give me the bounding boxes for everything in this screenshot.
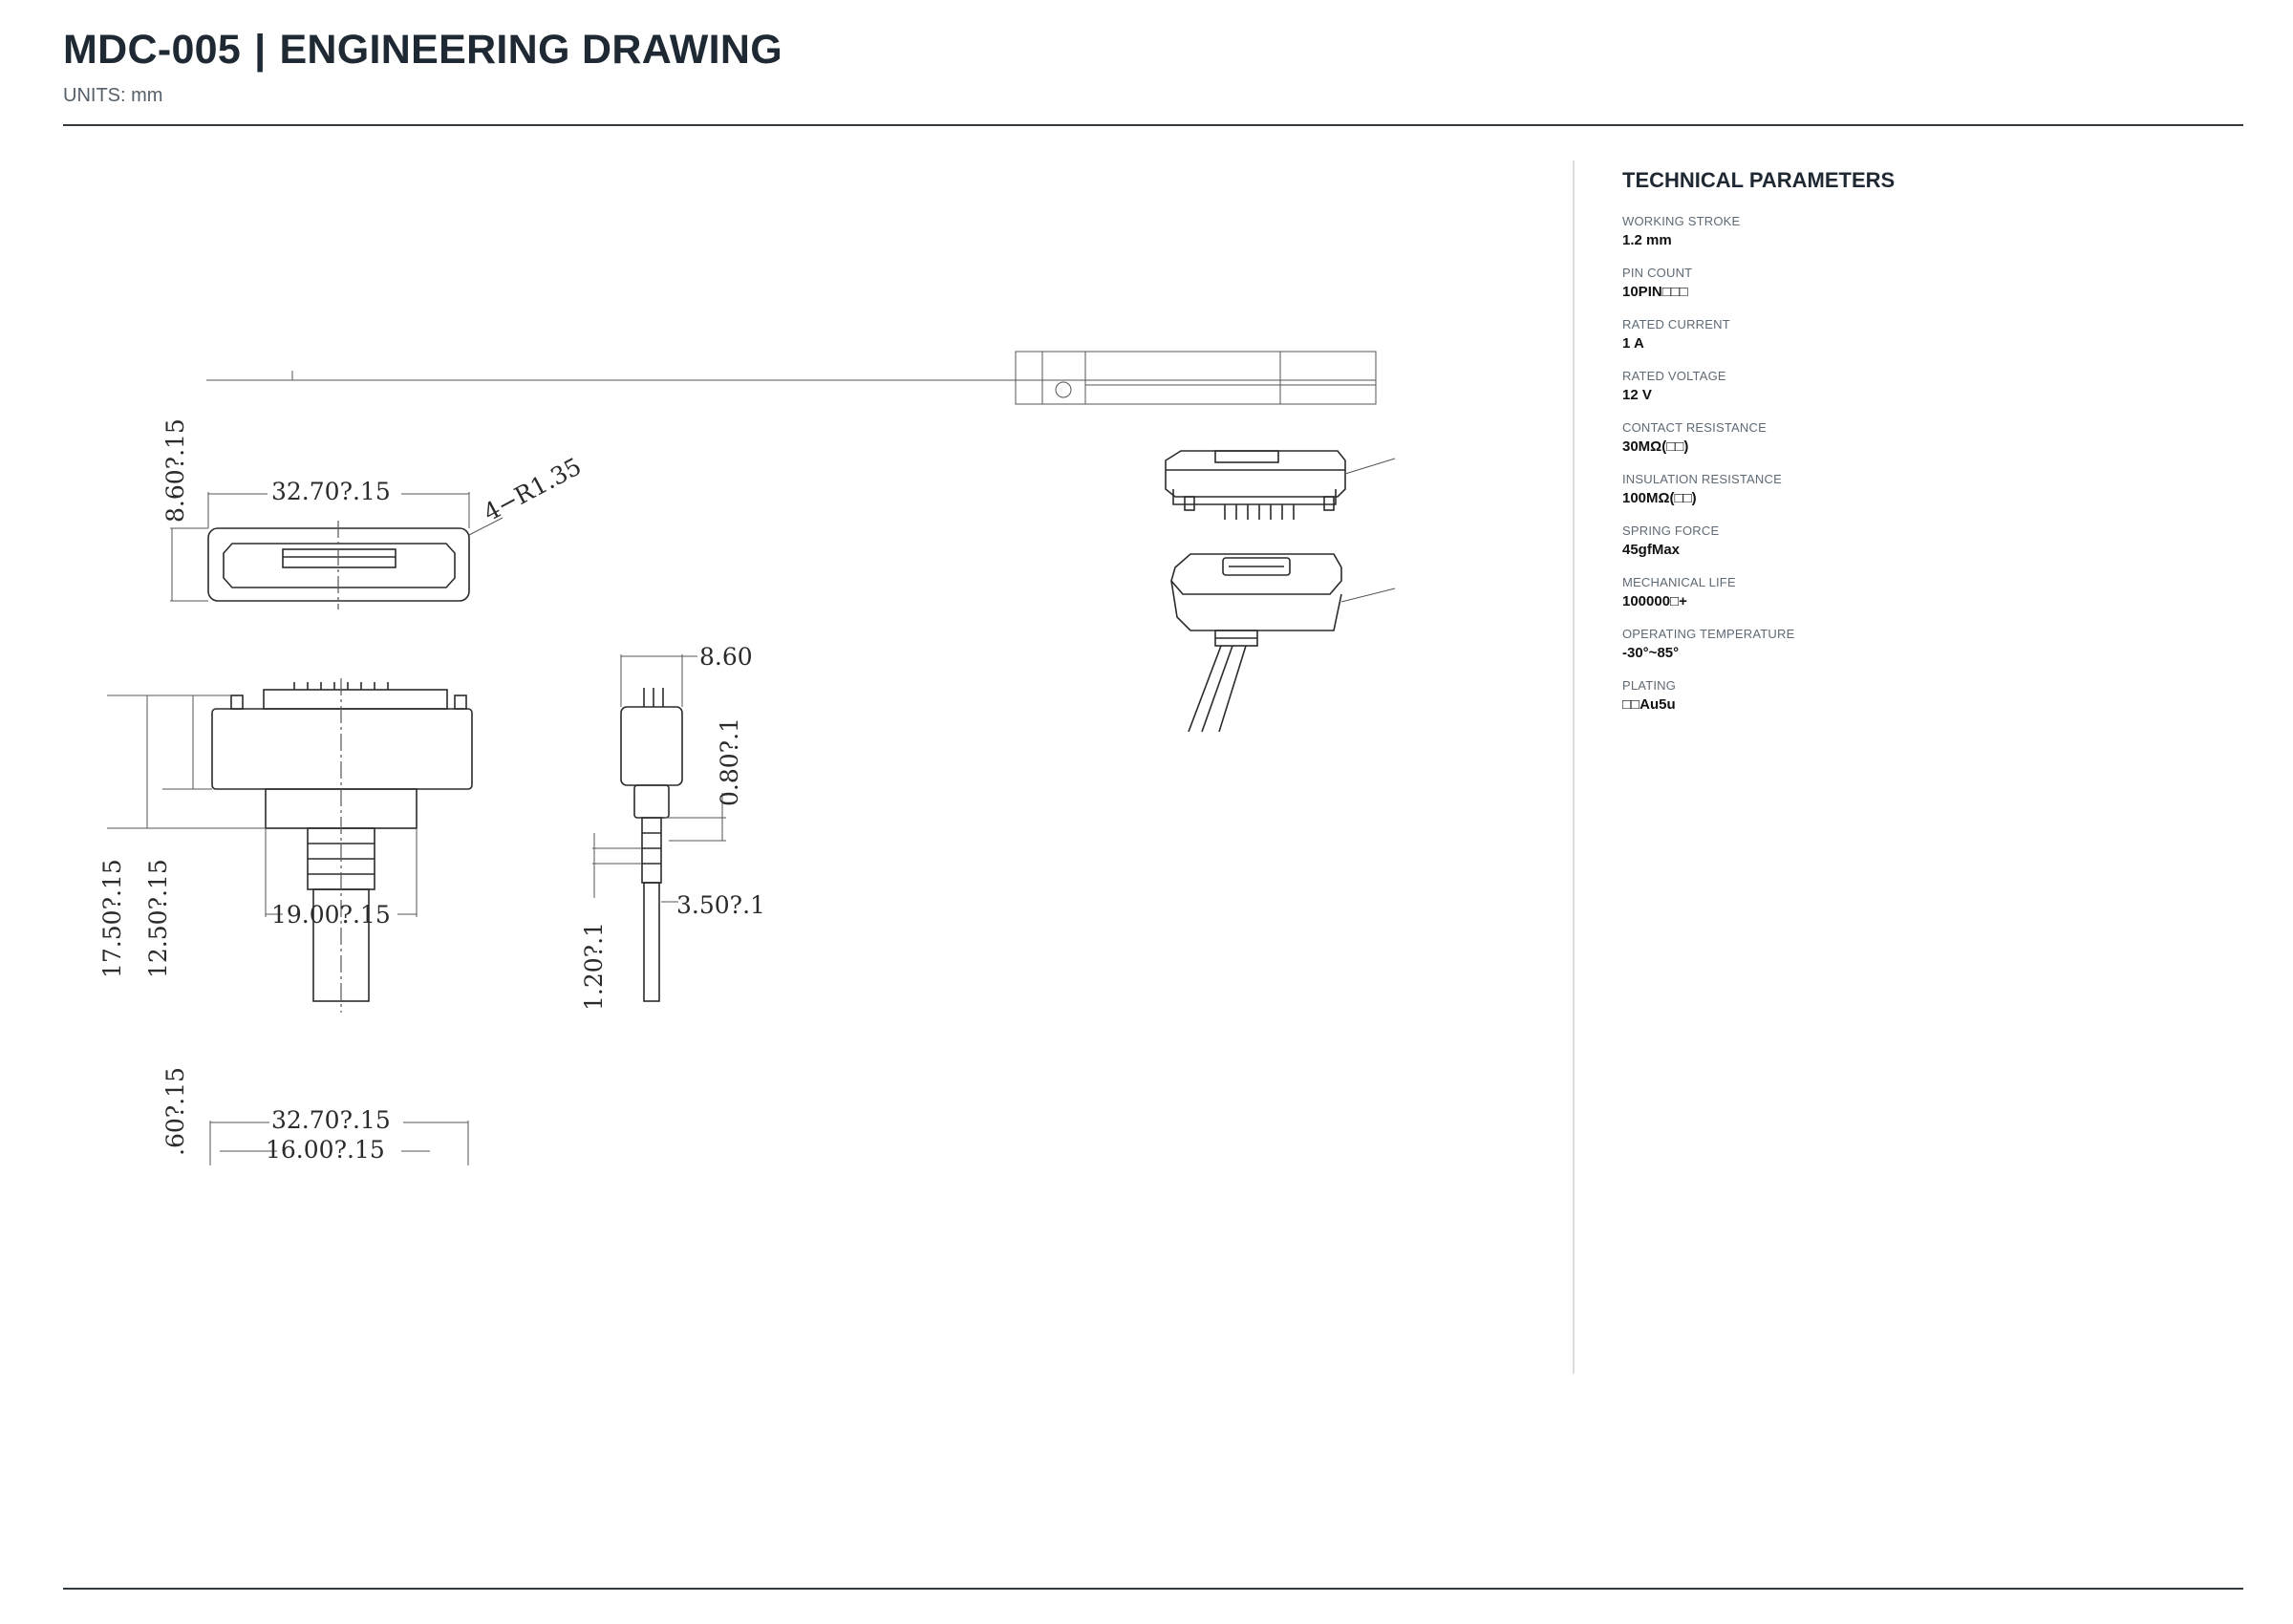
param-label: SPRING FORCE	[1622, 524, 1720, 538]
dim-bottom-inner-width: 16.00?.15	[266, 1136, 385, 1164]
param-insulation-resistance	[1622, 472, 2196, 506]
dim-side-cable: 3.50?.1	[676, 891, 765, 919]
dim-corner-radius: 4−R1.35	[479, 452, 587, 527]
dim-top-height: 8.60?.15	[161, 418, 189, 523]
param-value: 100000□+	[1622, 593, 1687, 609]
param-label: WORKING STROKE	[1622, 214, 1741, 228]
param-plating	[1622, 678, 2196, 713]
param-label: PLATING	[1622, 678, 1677, 693]
front-view	[98, 678, 472, 1013]
title-text: ENGINEERING DRAWING	[279, 27, 782, 73]
param-value: 1.2 mm	[1622, 232, 1672, 248]
param-label: PIN COUNT	[1622, 266, 1693, 280]
header-rule	[63, 124, 2243, 126]
param-label: CONTACT RESISTANCE	[1622, 420, 1767, 435]
param-spring-force	[1622, 524, 2196, 558]
dim-bottom-height: .60?.15	[161, 1067, 189, 1156]
param-value: □□Au5u	[1622, 696, 1676, 713]
technical-parameters-panel	[1622, 168, 2196, 730]
param-label: MECHANICAL LIFE	[1622, 575, 1736, 589]
drawing-svg	[57, 344, 1414, 1165]
side-view	[580, 643, 765, 1011]
param-working-stroke	[1622, 214, 2196, 248]
param-rated-voltage	[1622, 369, 2196, 403]
dim-side-pitch: 1.20?.1	[580, 922, 608, 1011]
isometric-top-render	[1166, 451, 1395, 520]
param-value: 12 V	[1622, 387, 1652, 403]
top-view	[161, 418, 586, 609]
param-value: 100MΩ(□□)	[1622, 490, 1697, 506]
param-label: RATED CURRENT	[1622, 317, 1730, 331]
param-value: -30°~85°	[1622, 645, 1680, 661]
panel-divider	[1573, 160, 1575, 1374]
dim-bottom-width: 32.70?.15	[271, 1106, 391, 1134]
param-rated-current	[1622, 317, 2196, 352]
param-label: RATED VOLTAGE	[1622, 369, 1726, 383]
units-label: UNITS: mm	[63, 85, 163, 107]
param-label: INSULATION RESISTANCE	[1622, 472, 1782, 486]
param-value: 30MΩ(□□)	[1622, 438, 1689, 455]
page-title	[63, 27, 782, 74]
engineering-drawing	[57, 344, 1414, 1165]
param-operating-temperature	[1622, 627, 2196, 661]
param-value: 45gfMax	[1622, 542, 1681, 558]
param-pin-count	[1622, 266, 2196, 300]
param-value: 10PIN□□□	[1622, 284, 1688, 300]
dim-front-body-height: 12.50?.15	[144, 859, 172, 978]
param-value: 1 A	[1622, 335, 1644, 352]
dim-front-overall-height: 17.50?.15	[98, 859, 126, 978]
title-separator: |	[254, 27, 267, 73]
bottom-view	[161, 1067, 468, 1165]
dim-side-width: 8.60	[699, 643, 753, 671]
parameters-heading: TECHNICAL PARAMETERS	[1622, 168, 1896, 192]
footer-rule	[63, 1588, 2243, 1590]
drawing-header	[63, 27, 782, 107]
iso-pins-bottom	[1225, 504, 1294, 520]
param-mechanical-life	[1622, 575, 2196, 609]
param-contact-resistance	[1622, 420, 2196, 455]
title-block-fragment	[206, 352, 1376, 404]
part-number: MDC-005	[63, 27, 242, 73]
dim-front-cable-width: 19.00?.15	[271, 901, 391, 929]
isometric-bottom-render	[1171, 554, 1395, 732]
param-label: OPERATING TEMPERATURE	[1622, 627, 1795, 641]
dim-top-width: 32.70?.15	[271, 478, 391, 505]
dim-side-pin-height: 0.80?.1	[716, 717, 743, 806]
